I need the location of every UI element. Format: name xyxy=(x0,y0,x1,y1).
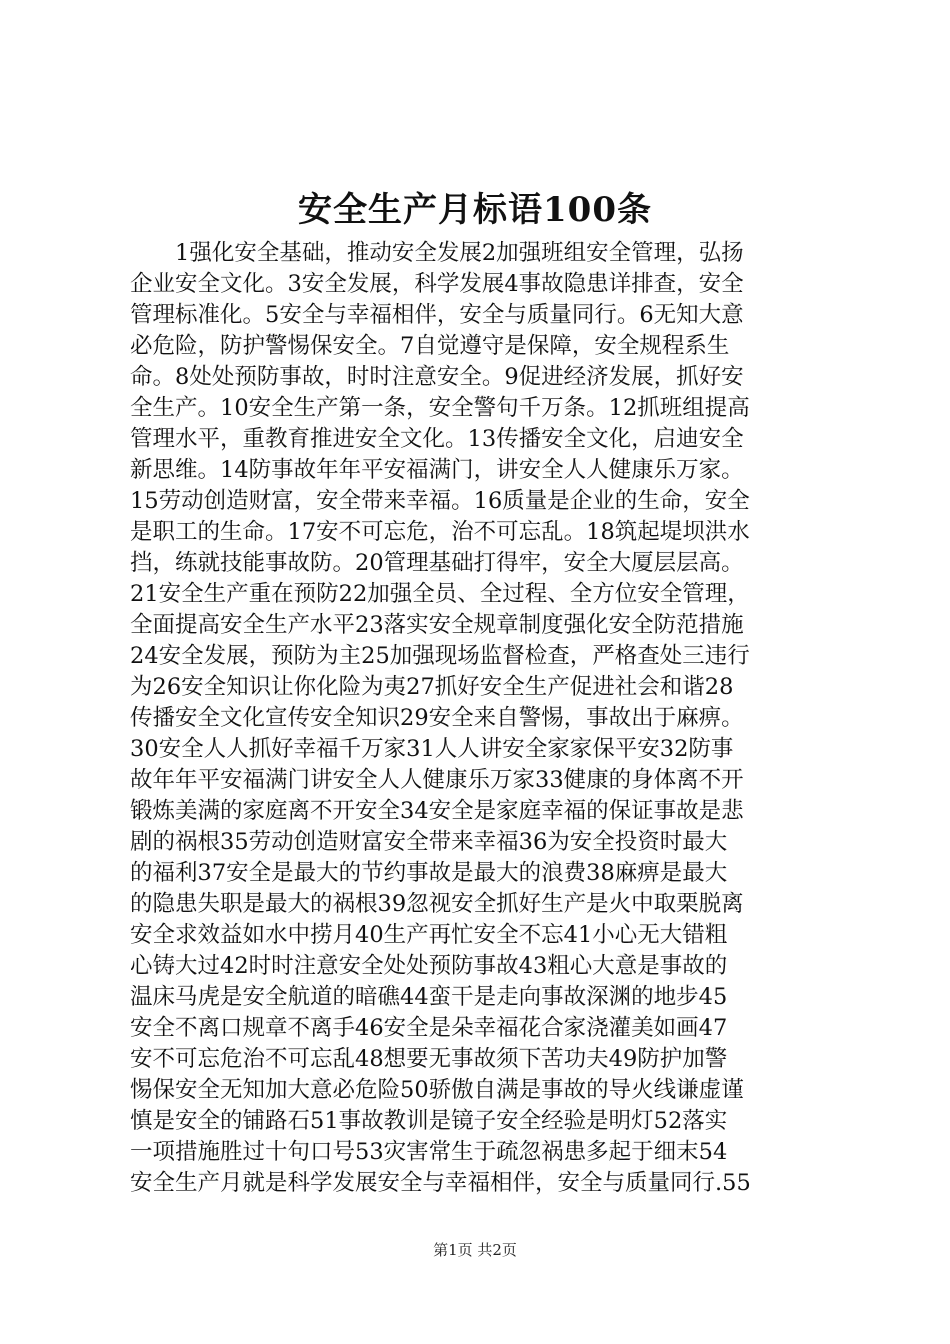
body-line: 新思维。14防事故年年平安福满门，讲安全人人健康乐万家。 xyxy=(130,457,744,483)
body-line: 全生产。10安全生产第一条，安全警句千万条。12抓班组提高 xyxy=(130,395,750,421)
body-line: 管理标准化。5安全与幸福相伴，安全与质量同行。6无知大意 xyxy=(130,302,744,328)
document-title: 安全生产月标语100条 xyxy=(298,190,652,230)
body-line: 30安全人人抓好幸福千万家31人人讲安全家家保平安32防事 xyxy=(130,736,734,762)
body-line: 挡，练就技能事故防。20管理基础打得牢，安全大厦层层高。 xyxy=(130,550,744,576)
document-body xyxy=(130,238,830,1199)
body-line: 心铸大过42时时注意安全处处预防事故43粗心大意是事故的 xyxy=(130,953,728,979)
body-line: 惕保安全无知加大意必危险50骄傲自满是事故的导火线谦虚谨 xyxy=(130,1077,744,1103)
body-line: 是职工的生命。17安不可忘危，治不可忘乱。18筑起堤坝洪水 xyxy=(130,519,750,545)
body-line: 传播安全文化宣传安全知识29安全来自警惕，事故出于麻痹。 xyxy=(130,705,744,731)
body-line: 的福利37安全是最大的节约事故是最大的浪费38麻痹是最大 xyxy=(130,860,728,886)
body-line: 温床马虎是安全航道的暗礁44蛮干是走向事故深渊的地步45 xyxy=(130,984,728,1010)
page-footer: 第1页 共2页 xyxy=(433,1241,517,1259)
body-line: 安全求效益如水中捞月40生产再忙安全不忘41小心无大错粗 xyxy=(130,922,728,948)
body-line: 15劳动创造财富，安全带来幸福。16质量是企业的生命，安全 xyxy=(130,488,750,514)
body-line: 管理水平，重教育推进安全文化。13传播安全文化，启迪安全 xyxy=(130,426,744,452)
body-line: 慎是安全的铺路石51事故教训是镜子安全经验是明灯52落实 xyxy=(130,1108,728,1134)
body-line: 21安全生产重在预防22加强全员、全过程、全方位安全管理， xyxy=(130,581,750,607)
body-line: 24安全发展，预防为主25加强现场监督检查，严格查处三违行 xyxy=(130,643,750,669)
body-line: 命。8处处预防事故，时时注意安全。9促进经济发展，抓好安 xyxy=(130,364,744,390)
body-line: 剧的祸根35劳动创造财富安全带来幸福36为安全投资时最大 xyxy=(130,829,728,855)
body-line: 全面提高安全生产水平23落实安全规章制度强化安全防范措施 xyxy=(130,612,744,638)
body-line: 安不可忘危治不可忘乱48想要无事故须下苦功夫49防护加警 xyxy=(130,1046,728,1072)
body-line: 为26安全知识让你化险为夷27抓好安全生产促进社会和谐28 xyxy=(130,674,734,700)
body-line: 安全生产月就是科学发展安全与幸福相伴，安全与质量同行.55 xyxy=(130,1170,751,1196)
body-line: 企业安全文化。3安全发展，科学发展4事故隐患详排查，安全 xyxy=(130,271,744,297)
body-line: 的隐患失职是最大的祸根39忽视安全抓好生产是火中取栗脱离 xyxy=(130,891,744,917)
body-line: 安全不离口规章不离手46安全是朵幸福花合家浇灌美如画47 xyxy=(130,1015,728,1041)
body-line: 必危险，防护警惕保安全。7自觉遵守是保障，安全规程系生 xyxy=(130,333,730,359)
body-line: 故年年平安福满门讲安全人人健康乐万家33健康的身体离不开 xyxy=(130,767,744,793)
body-line: 锻炼美满的家庭离不开安全34安全是家庭幸福的保证事故是悲 xyxy=(130,798,744,824)
body-line: 一项措施胜过十句口号53灾害常生于疏忽祸患多起于细末54 xyxy=(130,1139,728,1165)
body-line: 1强化安全基础，推动安全发展2加强班组安全管理，弘扬 xyxy=(175,240,744,266)
